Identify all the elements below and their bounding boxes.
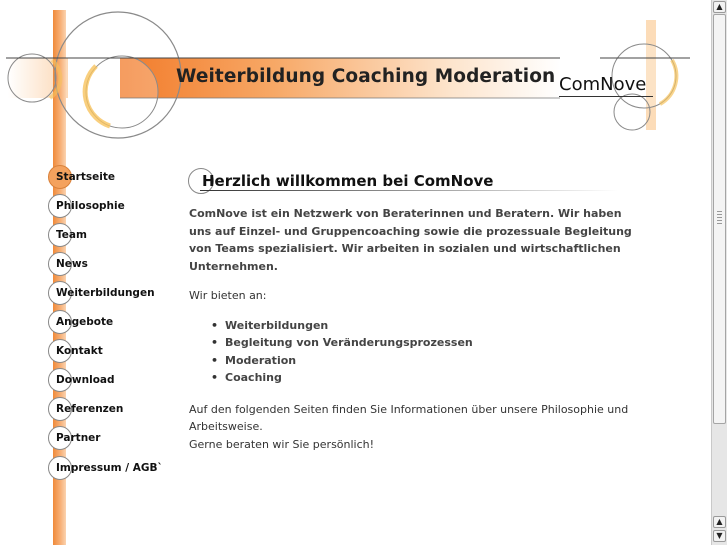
nav-label: Partner xyxy=(56,432,101,444)
list-item: • Weiterbildungen xyxy=(225,317,634,335)
nav-label: Startseite xyxy=(56,171,115,183)
nav-item-angebote[interactable] xyxy=(48,310,198,336)
outro-text: Auf den folgenden Seiten finden Sie Informationen über unsere Philosophie und Arbeitsweise. xyxy=(189,402,629,433)
scroll-up-button[interactable] xyxy=(713,1,726,13)
list-item: • Coaching xyxy=(225,369,634,387)
outro-paragraph xyxy=(189,401,634,454)
nav-item-weiterbildungen[interactable] xyxy=(48,281,198,307)
nav-label: Angebote xyxy=(56,316,114,328)
scroll-down-button[interactable] xyxy=(713,530,726,542)
nav-label: Weiterbildungen xyxy=(56,287,155,299)
offer-lead: Wir bieten an: xyxy=(189,289,267,302)
site-title: Weiterbildung Coaching Moderation xyxy=(176,66,556,87)
nav-label: News xyxy=(56,258,88,270)
logo-underline xyxy=(559,96,653,97)
page-title: Herzlich willkommen bei ComNove xyxy=(202,172,494,190)
nav-item-partner[interactable] xyxy=(48,426,198,452)
nav-label: Impressum / AGB` xyxy=(56,462,163,474)
list-item: • Moderation xyxy=(225,352,634,370)
nav-item-referenzen[interactable] xyxy=(48,397,198,423)
nav-item-kontakt[interactable] xyxy=(48,339,198,365)
nav-item-team[interactable] xyxy=(48,223,198,249)
triangle-up-icon: ▲ xyxy=(716,2,723,11)
scrollbar-thumb[interactable] xyxy=(713,14,726,424)
offer-list xyxy=(189,317,634,387)
heading-underline xyxy=(200,190,618,191)
page-heading-block xyxy=(188,168,618,194)
nav-label: Referenzen xyxy=(56,403,124,415)
nav-label: Philosophie xyxy=(56,200,125,212)
nav-label: Team xyxy=(56,229,87,241)
vertical-scrollbar[interactable] xyxy=(711,0,727,545)
intro-paragraph: ComNove ist ein Netzwerk von Beraterinnen und Beratern. Wir haben uns auf Einzel- und Gruppencoaching sowie die prozessuale Begleitung von Teams spezialisiert. Wir arbeiten in sozialen und wirtschaftlichen Unternehmen. xyxy=(189,207,632,273)
triangle-down-icon: ▼ xyxy=(716,531,723,540)
nav-item-news[interactable] xyxy=(48,252,198,278)
list-item: • Begleitung von Veränderungsprozessen xyxy=(225,334,634,352)
nav-item-impressum[interactable] xyxy=(48,456,198,482)
scroll-up-button-lower[interactable] xyxy=(713,516,726,528)
comnove-logo[interactable]: ComNove xyxy=(559,74,647,95)
main-content xyxy=(189,205,634,453)
nav-label: Download xyxy=(56,374,115,386)
outro-text: Gerne beraten wir Sie persönlich! xyxy=(189,437,375,451)
nav-item-philosophie[interactable] xyxy=(48,194,198,220)
triangle-up-icon: ▲ xyxy=(716,517,723,526)
nav-item-download[interactable] xyxy=(48,368,198,394)
nav-item-startseite[interactable] xyxy=(48,165,198,191)
grip-icon xyxy=(717,211,722,225)
nav-label: Kontakt xyxy=(56,345,103,357)
